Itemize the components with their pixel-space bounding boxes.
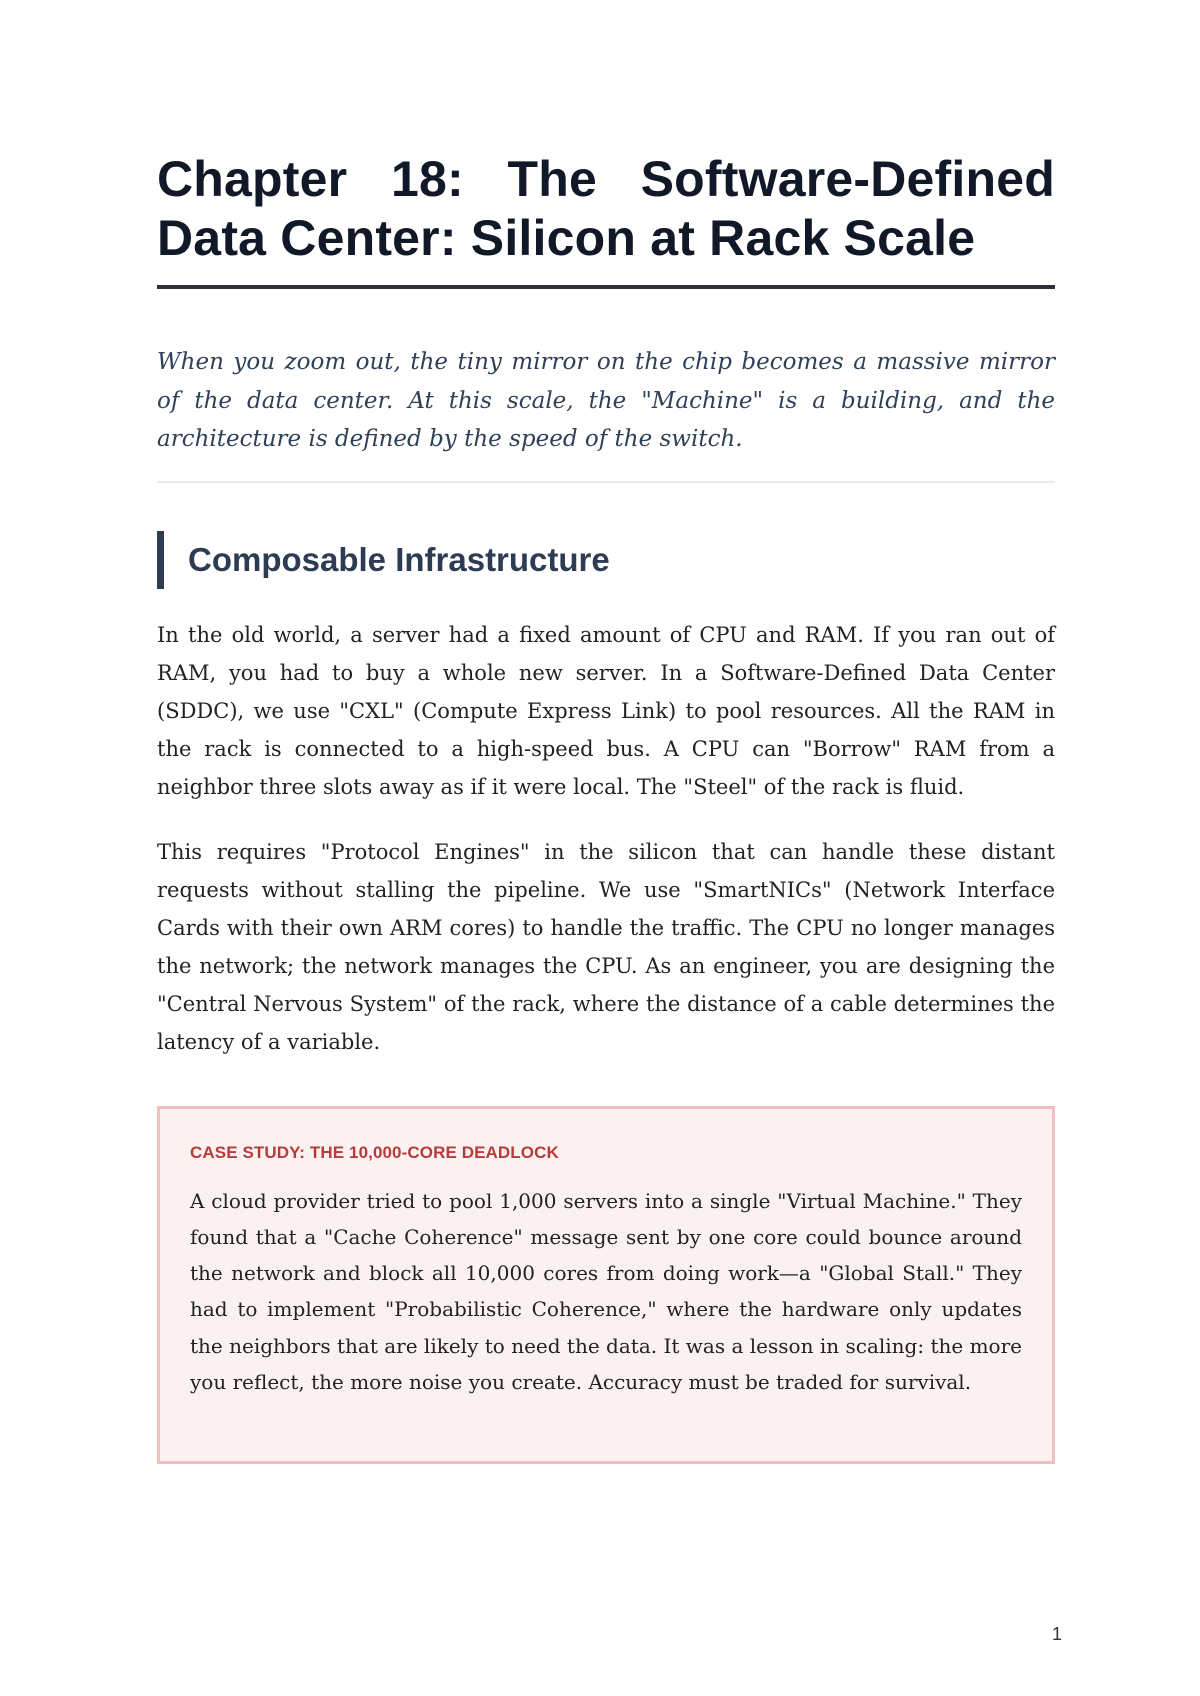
title-divider <box>157 285 1055 289</box>
epigraph-divider <box>157 481 1055 483</box>
page-number: 1 <box>1052 1624 1063 1644</box>
body-paragraph: This requires "Protocol Engines" in the silicon that can handle these distant requests without stalling the pipeline. We use "SmartNICs" (Network Interface Cards with their own ARM cores) to handle the traffic. The CPU no longer manages the network; the network manages the CPU. As an engineer, you are designing the "Central Nervous System" of the rack, where the distance of a cable determines the latency of a variable. <box>157 839 1055 1054</box>
case-study-label: CASE STUDY: THE 10,000-CORE DEADLOCK <box>190 1142 559 1162</box>
document-page <box>157 150 1055 1464</box>
chapter-epigraph: When you zoom out, the tiny mirror on the chip becomes a massive mirror of the data center. At this scale, the "Machine" is a building, and the architecture is defined by the speed of the switch. <box>157 349 1055 452</box>
case-study-box <box>157 1106 1055 1464</box>
section-heading <box>157 531 1055 589</box>
body-paragraph: In the old world, a server had a fixed amount of CPU and RAM. If you ran out of RAM, you had to buy a whole new server. In a Software-Defined Data Center (SDDC), we use "CXL" (Compute Express Link) to pool resources. All the RAM in the rack is connected to a high-speed bus. A CPU can "Borrow" RAM from a neighbor three slots away as if it were local. The "Steel" of the rack is fluid. <box>157 622 1055 799</box>
section-accent-bar <box>157 531 164 589</box>
chapter-title: Chapter 18: The Software-Defined Data Center: Silicon at Rack Scale <box>157 151 1055 266</box>
section-title: Composable Infrastructure <box>188 540 610 578</box>
case-study-text: A cloud provider tried to pool 1,000 servers into a single "Virtual Machine." They found that a "Cache Coherence" message sent by one core could bounce around the network and block all 10,000 cores from doing work—a "Global Stall." They had to implement "Probabilistic Coherence," where the hardware only updates the neighbors that are likely to need the data. It was a lesson in scaling: the more you reflect, the more noise you create. Accuracy must be traded for survival. <box>190 1188 1022 1394</box>
